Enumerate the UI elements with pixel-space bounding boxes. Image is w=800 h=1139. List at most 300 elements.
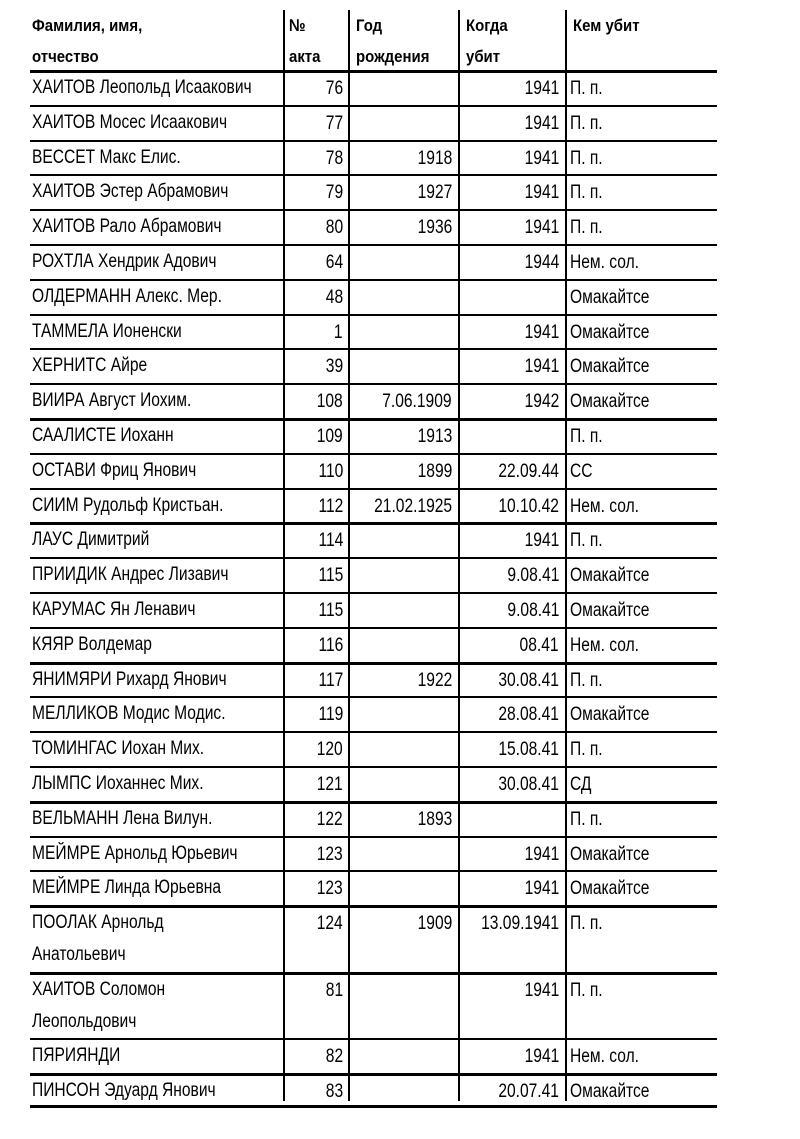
cell-when — [459, 385, 559, 419]
cell-act-text: 115 — [318, 565, 343, 587]
header-act — [289, 10, 349, 71]
cell-who — [570, 350, 715, 384]
bottom-rule — [30, 1105, 717, 1108]
cell-year — [349, 107, 452, 141]
cell-act-text: 76 — [325, 78, 343, 99]
cell-when — [459, 455, 559, 489]
cell-act-text: 112 — [318, 495, 343, 517]
cell-who-text: Нем. сол. — [570, 252, 639, 273]
cell-act — [283, 490, 343, 524]
cell-year — [349, 350, 452, 384]
cell-name — [32, 594, 282, 626]
table-row — [30, 455, 717, 488]
cell-name — [32, 107, 282, 139]
cell-act — [283, 629, 343, 663]
cell-year — [349, 733, 452, 767]
header-act-line1: № — [289, 16, 306, 35]
cell-year — [349, 1040, 452, 1074]
table-row — [30, 350, 717, 383]
cell-act-text: 83 — [325, 1081, 343, 1102]
table-row — [30, 211, 717, 244]
cell-when — [459, 524, 559, 558]
cell-who-text: П. п. — [570, 182, 603, 204]
cell-act — [283, 803, 343, 837]
cell-who — [570, 455, 715, 489]
cell-year — [349, 281, 452, 315]
name-line: Анатольевич — [32, 944, 126, 966]
table-row — [30, 559, 717, 592]
cell-when-text: 9.08.41 — [507, 565, 559, 587]
cell-act — [283, 211, 343, 245]
cell-who-text: П. п. — [570, 426, 603, 447]
cell-who — [570, 594, 715, 628]
cell-act — [283, 385, 343, 419]
name-line: ВЕЛЬМАНН Лена Вилун. — [32, 807, 213, 829]
cell-when-text: 20.07.41 — [498, 1081, 559, 1102]
cell-who-text: П. п. — [570, 147, 603, 169]
cell-who-text: Омакайтсе — [570, 321, 650, 343]
cell-year — [349, 559, 452, 593]
cell-who-text: Омакайтсе — [570, 356, 650, 378]
cell-who — [570, 176, 715, 210]
cell-when-text: 1941 — [524, 843, 559, 865]
cell-who — [570, 803, 715, 837]
name-line: ХАИТОВ Эстер Абрамович — [32, 181, 229, 203]
name-line: ПИНСОН Эдуард Янович — [32, 1080, 216, 1101]
header-when-line2: убит — [466, 47, 501, 66]
header-who-line1: Кем убит — [573, 16, 640, 35]
cell-act-text: 123 — [317, 843, 343, 865]
cell-who-text: П. п. — [570, 808, 603, 830]
cell-when — [459, 698, 559, 732]
table-row — [30, 664, 717, 697]
row-rule — [30, 836, 717, 838]
name-line: ЛЫМПС Иоханнес Мих. — [32, 773, 204, 794]
row-rule — [30, 314, 717, 316]
cell-year — [349, 490, 452, 524]
row-rule — [30, 279, 717, 281]
cell-name — [32, 1040, 282, 1072]
cell-year — [349, 142, 452, 176]
name-line: МЕЛЛИКОВ Модис Модис. — [32, 703, 226, 725]
cell-year — [349, 385, 452, 419]
cell-name — [32, 281, 282, 313]
cell-who-text: Нем. сол. — [570, 634, 639, 656]
table-row — [30, 385, 717, 418]
cell-act-text: 119 — [318, 704, 343, 726]
cell-year — [349, 768, 452, 802]
cell-act — [283, 350, 343, 384]
table-row — [30, 838, 717, 871]
name-line: КЯЯР Волдемар — [32, 633, 152, 655]
cell-when — [459, 176, 559, 210]
row-rule — [30, 383, 717, 385]
cell-when-text: 08.41 — [520, 634, 559, 656]
cell-name — [32, 559, 282, 591]
cell-who — [570, 107, 715, 141]
name-line: СИИМ Рудольф Кристьан. — [32, 494, 224, 516]
name-line: ТАММЕЛА Ионенски — [32, 320, 182, 342]
cell-who — [570, 698, 715, 732]
cell-act-text: 122 — [317, 808, 343, 830]
cell-who-text: П. п. — [570, 530, 603, 552]
cell-who-text: П. п. — [570, 217, 603, 239]
cell-when — [459, 559, 559, 593]
cell-name — [32, 974, 282, 1037]
cell-name — [32, 629, 282, 661]
cell-who-text: Омакайтсе — [570, 1081, 650, 1102]
cell-year — [349, 72, 452, 106]
cell-year — [349, 176, 452, 210]
row-rule — [30, 244, 717, 246]
table-row — [30, 316, 717, 349]
cell-when — [459, 211, 559, 245]
cell-who-text: Омакайтсе — [570, 878, 650, 900]
cell-act-text: 82 — [325, 1046, 343, 1068]
cell-who-text: Омакайтсе — [570, 843, 650, 865]
row-rule — [30, 453, 717, 455]
cell-when — [459, 420, 559, 454]
row-rule — [30, 1073, 717, 1076]
cell-act — [283, 698, 343, 732]
cell-when — [459, 664, 559, 698]
cell-act — [283, 455, 343, 489]
cell-name — [32, 524, 282, 556]
cell-act-text: 117 — [318, 669, 343, 691]
cell-when-text: 22.09.44 — [498, 460, 559, 482]
row-rule — [30, 174, 717, 176]
row-rule — [30, 905, 717, 908]
name-line: ХАИТОВ Мосес Исаакович — [32, 111, 228, 133]
cell-who-text: П. п. — [570, 112, 603, 134]
cell-year — [349, 524, 452, 558]
header-name — [32, 10, 282, 71]
cell-act — [283, 907, 343, 941]
cell-when-text: 1941 — [524, 182, 559, 204]
cell-when — [459, 107, 559, 141]
cell-year — [349, 420, 452, 454]
cell-year — [349, 838, 452, 872]
cell-who — [570, 733, 715, 767]
cell-when-text: 1941 — [524, 78, 559, 99]
cell-who-text: Нем. сол. — [570, 495, 639, 517]
cell-when-text: 1944 — [524, 252, 559, 273]
cell-who — [570, 281, 715, 315]
cell-year-text: 1936 — [417, 217, 452, 239]
header-name-line2: отчество — [32, 47, 99, 66]
cell-who — [570, 524, 715, 558]
header-when-line1: Когда — [466, 16, 508, 35]
row-rule — [30, 140, 717, 142]
cell-year-text: 7.06.1909 — [382, 391, 452, 413]
cell-name — [32, 1075, 282, 1107]
cell-name — [32, 72, 282, 104]
cell-who-text: П. п. — [570, 669, 603, 691]
cell-when-text: 1941 — [524, 530, 559, 552]
cell-act — [283, 72, 343, 106]
column-divider — [348, 10, 350, 1101]
header-rule — [30, 70, 717, 73]
cell-who — [570, 629, 715, 663]
name-line: ПЯРИЯНДИ — [32, 1045, 121, 1067]
cell-year — [349, 316, 452, 350]
table-row — [30, 107, 717, 140]
cell-year — [349, 455, 452, 489]
row-rule — [30, 418, 717, 421]
table-row — [30, 1040, 717, 1073]
cell-who-text: Омакайтсе — [570, 704, 650, 726]
cell-year-text: 1899 — [417, 460, 452, 482]
row-rule — [30, 801, 717, 804]
table-row — [30, 698, 717, 731]
table-header — [30, 10, 717, 71]
cell-when — [459, 490, 559, 524]
cell-name — [32, 420, 282, 452]
cell-act — [283, 838, 343, 872]
name-line: ОСТАВИ Фриц Янович — [32, 459, 197, 481]
cell-year-text: 1927 — [417, 182, 452, 204]
cell-when — [459, 1040, 559, 1074]
cell-who — [570, 664, 715, 698]
name-line: ПРИИДИК Андрес Лизавич — [32, 564, 229, 586]
cell-name — [32, 907, 282, 970]
header-name-line1: Фамилия, имя, — [32, 16, 143, 35]
cell-act — [283, 176, 343, 210]
row-rule — [30, 348, 717, 350]
row-rule — [30, 1038, 717, 1040]
cell-act-text: 79 — [325, 182, 343, 204]
cell-when-text: 1941 — [524, 321, 559, 343]
cell-year — [349, 974, 452, 1008]
cell-year-text: 1922 — [417, 669, 452, 691]
name-line: ЯНИМЯРИ Рихард Янович — [32, 668, 227, 690]
row-rule — [30, 627, 717, 629]
cell-year-text: 1893 — [417, 808, 452, 830]
cell-when — [459, 594, 559, 628]
cell-name — [32, 664, 282, 696]
cell-act — [283, 1040, 343, 1074]
name-line: МЕЙМРЕ Арнольд Юрьевич — [32, 842, 238, 864]
row-rule — [30, 557, 717, 559]
name-line: КАРУМАС Ян Ленавич — [32, 599, 196, 620]
table-row — [30, 768, 717, 801]
cell-name — [32, 350, 282, 382]
cell-act-text: 116 — [318, 634, 343, 656]
cell-act-text: 80 — [325, 217, 343, 239]
cell-name — [32, 176, 282, 208]
cell-when — [459, 316, 559, 350]
table-row — [30, 803, 717, 836]
row-rule — [30, 731, 717, 733]
cell-when — [459, 803, 559, 837]
cell-who-text: П. п. — [570, 78, 603, 99]
cell-act — [283, 974, 343, 1008]
cell-act-text: 114 — [318, 530, 343, 552]
name-line: МЕЙМРЕ Линда Юрьевна — [32, 877, 222, 899]
cell-when-text: 1941 — [524, 112, 559, 134]
table-row — [30, 176, 717, 209]
name-line: ПООЛАК Арнольд — [32, 912, 164, 934]
table-row — [30, 142, 717, 175]
name-line: ТОМИНГАС Иохан Мих. — [32, 738, 205, 760]
cell-who — [570, 907, 715, 941]
cell-act — [283, 872, 343, 906]
cell-when — [459, 974, 559, 1008]
cell-act — [283, 281, 343, 315]
cell-act-text: 121 — [317, 774, 343, 795]
cell-act-text: 124 — [317, 913, 343, 935]
cell-when-text: 1941 — [524, 1046, 559, 1068]
cell-when — [459, 872, 559, 906]
cell-act — [283, 733, 343, 767]
cell-when — [459, 72, 559, 106]
cell-who — [570, 1040, 715, 1074]
cell-when — [459, 350, 559, 384]
name-line: ЛАУС Димитрий — [32, 529, 150, 551]
table-row — [30, 524, 717, 557]
table-row — [30, 907, 717, 972]
cell-act-text: 78 — [325, 147, 343, 169]
column-divider — [283, 10, 285, 1101]
cell-name — [32, 246, 282, 278]
header-year-line1: Год — [356, 16, 383, 35]
cell-name — [32, 211, 282, 243]
header-act-line2: акта — [289, 47, 321, 66]
cell-who-text: СД — [570, 774, 592, 795]
name-line: ХЕРНИТС Айре — [32, 355, 148, 377]
table-row — [30, 246, 717, 279]
cell-when-text: 1942 — [524, 391, 559, 413]
table-row — [30, 281, 717, 314]
table-row — [30, 72, 717, 105]
name-line: СААЛИСТЕ Иоханн — [32, 425, 174, 446]
cell-when — [459, 907, 559, 941]
cell-who — [570, 559, 715, 593]
table-row — [30, 872, 717, 905]
cell-name — [32, 872, 282, 904]
cell-act-text: 120 — [317, 739, 343, 761]
cell-act-text: 48 — [325, 286, 343, 308]
cell-act — [283, 664, 343, 698]
cell-who-text: Омакайтсе — [570, 286, 650, 308]
cell-act — [283, 316, 343, 350]
cell-when-text: 13.09.1941 — [481, 913, 559, 935]
name-line: Леопольдович — [32, 1010, 137, 1032]
cell-who-text: П. п. — [570, 913, 603, 935]
cell-year-text: 1918 — [417, 147, 452, 169]
cell-who-text: П. п. — [570, 739, 603, 761]
cell-when — [459, 281, 559, 315]
cell-who — [570, 246, 715, 280]
cell-act-text: 39 — [325, 356, 343, 378]
cell-act — [283, 594, 343, 628]
row-rule — [30, 870, 717, 872]
cell-when — [459, 768, 559, 802]
name-line: ВЕССЕТ Макс Елис. — [32, 146, 181, 168]
cell-when-text: 1941 — [524, 356, 559, 378]
cell-act-text: 77 — [325, 112, 343, 134]
cell-who-text: Омакайтсе — [570, 600, 650, 621]
header-year — [356, 10, 461, 71]
row-rule — [30, 209, 717, 211]
cell-name — [32, 490, 282, 522]
cell-who — [570, 142, 715, 176]
cell-act-text: 108 — [317, 391, 343, 413]
cell-who-text: Омакайтсе — [570, 391, 650, 413]
cell-when-text: 30.08.41 — [498, 669, 559, 691]
cell-year — [349, 872, 452, 906]
row-rule — [30, 488, 717, 490]
cell-when-text: 30.08.41 — [498, 774, 559, 795]
row-rule — [30, 972, 717, 975]
column-divider — [458, 10, 460, 1101]
cell-year — [349, 246, 452, 280]
table-row — [30, 594, 717, 627]
cell-act-text: 123 — [317, 878, 343, 900]
cell-who — [570, 72, 715, 106]
cell-name — [32, 768, 282, 800]
cell-year — [349, 803, 452, 837]
name-line: ХАИТОВ Леопольд Исаакович — [32, 77, 252, 98]
cell-when-text: 10.10.42 — [498, 495, 559, 517]
cell-act-text: 1 — [334, 321, 343, 343]
cell-who — [570, 974, 715, 1008]
table-row — [30, 490, 717, 523]
cell-year — [349, 211, 452, 245]
cell-who — [570, 316, 715, 350]
name-line: ОЛДЕРМАНН Алекс. Мер. — [32, 285, 222, 307]
cell-year-text: 1913 — [417, 426, 452, 447]
cell-year-text: 21.02.1925 — [374, 495, 452, 517]
cell-year — [349, 594, 452, 628]
cell-who — [570, 490, 715, 524]
cell-act — [283, 524, 343, 558]
cell-act-text: 109 — [317, 426, 343, 447]
row-rule — [30, 522, 717, 525]
cell-name — [32, 698, 282, 730]
table-row — [30, 1075, 717, 1108]
cell-act-text: 64 — [325, 252, 343, 273]
cell-who — [570, 385, 715, 419]
cell-when — [459, 246, 559, 280]
cell-when-text: 1941 — [524, 147, 559, 169]
table-row — [30, 733, 717, 766]
cell-act — [283, 420, 343, 454]
cell-year — [349, 629, 452, 663]
name-line: ХАИТОВ Рало Абрамович — [32, 216, 222, 238]
header-who — [573, 10, 713, 71]
table-row — [30, 420, 717, 453]
cell-act — [283, 246, 343, 280]
cell-act — [283, 107, 343, 141]
cell-when-text: 1941 — [524, 979, 559, 1001]
cell-name — [32, 385, 282, 417]
cell-when — [459, 733, 559, 767]
cell-act-text: 81 — [325, 979, 343, 1001]
cell-name — [32, 733, 282, 765]
name-line: РОХТЛА Хендрик Адович — [32, 251, 217, 272]
cell-year — [349, 698, 452, 732]
row-rule — [30, 105, 717, 107]
cell-who — [570, 768, 715, 802]
cell-who — [570, 420, 715, 454]
cell-name — [32, 803, 282, 835]
cell-act-text: 115 — [318, 600, 343, 621]
header-when — [466, 10, 566, 71]
cell-name — [32, 142, 282, 174]
cell-when-text: 28.08.41 — [498, 704, 559, 726]
cell-name — [32, 316, 282, 348]
